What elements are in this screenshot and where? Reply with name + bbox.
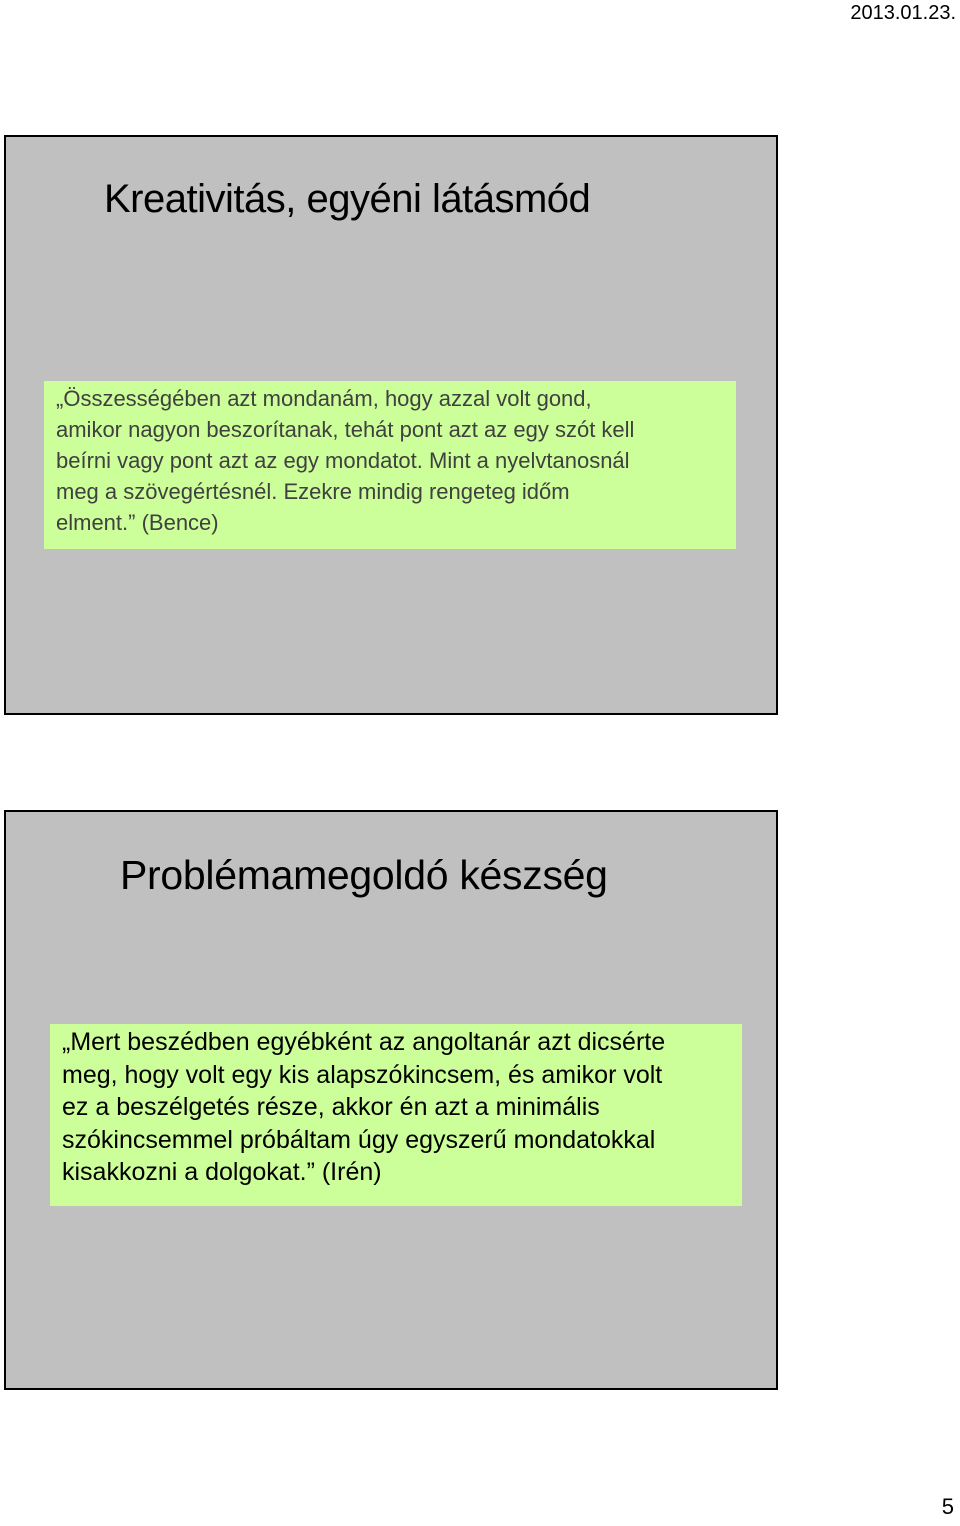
- quote-box: [50, 1024, 742, 1206]
- quote-line: „Mert beszédben egyébként az angoltanár azt dicsérte: [62, 1028, 666, 1056]
- quote-line: meg, hogy volt egy kis alapszókincsem, és amikor volt: [62, 1060, 663, 1089]
- quote-box: [44, 381, 736, 549]
- page-number: 5: [941, 1494, 954, 1519]
- quote-line: elment.” (Bence): [56, 510, 219, 535]
- quote-line: kisakkozni a dolgokat.” (Irén): [62, 1158, 382, 1186]
- slide-problem-solving: [4, 810, 778, 1390]
- quote-line: ez a beszélgetés része, akkor én azt a minimális: [62, 1093, 600, 1121]
- page-date: 2013.01.23.: [850, 2, 956, 24]
- slide-title: Problémamegoldó készség: [120, 852, 608, 898]
- quote-line: beírni vagy pont azt az egy mondatot. Mint a nyelvtanosnál: [56, 448, 630, 473]
- quote-line: „Összességében azt mondanám, hogy azzal volt gond,: [56, 386, 592, 411]
- slide-title: Kreativitás, egyéni látásmód: [104, 177, 591, 221]
- quote-line: meg a szövegértésnél. Ezekre mindig rengeteg időm: [56, 479, 570, 504]
- quote-line: amikor nagyon beszorítanak, tehát pont azt az egy szót kell: [56, 417, 635, 442]
- quote-line: szókincsemmel próbáltam úgy egyszerű mondatokkal: [62, 1125, 656, 1154]
- slide-creativity: [4, 135, 778, 715]
